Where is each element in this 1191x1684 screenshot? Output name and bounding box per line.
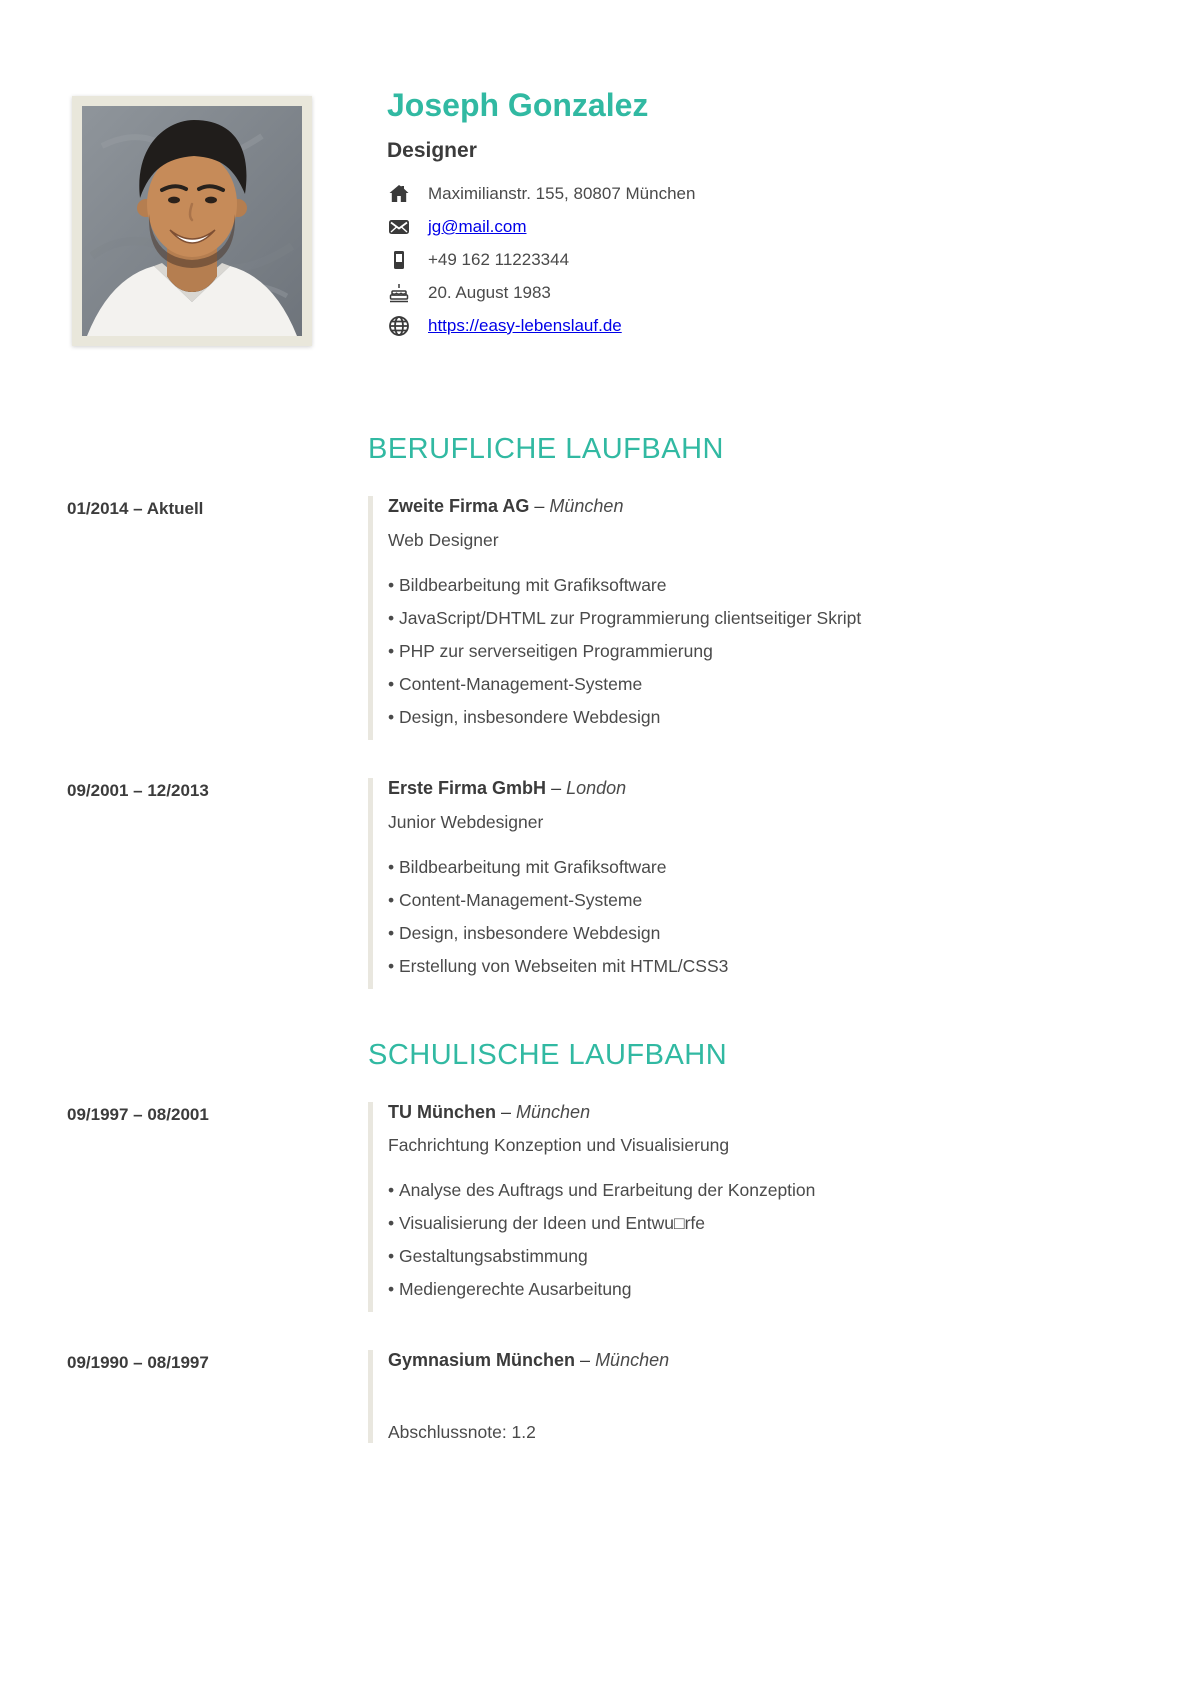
entry-subtitle: Fachrichtung Konzeption und Visualisierung [388,1135,730,1156]
home-icon [387,182,411,206]
entry-dash: – [501,1101,517,1122]
bullet-item: • Visualisierung der Ideen und Entwu□rfe [388,1213,1101,1234]
entry-subtitle: Web Designer [388,529,499,550]
bullet-item: • Erstellung von Webseiten mit HTML/CSS3 [388,956,1101,977]
section-title: BERUFLICHE LAUFBAHN [368,433,724,465]
entry-dash: – [551,777,567,798]
entry-period: 09/1990 – 08/1997 [67,1353,209,1373]
entry-title-line [388,1350,1101,1372]
entry-location: München [595,1350,670,1371]
contact-row [387,210,695,243]
bullet-item: • Gestaltungsabstimmung [388,1246,1101,1267]
contact-text: Maximilianstr. 155, 80807 München [428,183,696,203]
profile-photo-frame [72,96,312,346]
person-name: Joseph Gonzalez [387,87,649,123]
entry-row [0,496,1191,740]
bullet-item: • Bildbearbeitung mit Grafiksoftware [388,857,1101,878]
entry-organization: Zweite Firma AG [388,496,530,517]
entry-subtitle: Junior Webdesigner [388,811,544,832]
bullet-item: • Design, insbesondere Webdesign [388,707,1101,728]
contact-icon-slot [387,248,411,272]
birthday-icon [387,281,411,305]
entry-content [373,1350,1101,1443]
entry-organization: TU München [388,1101,496,1122]
entry-organization: Gymnasium München [388,1350,576,1371]
entry-location: München [549,496,624,517]
section-title: SCHULISCHE LAUFBAHN [368,1038,728,1071]
entry-bullet-list [388,857,1101,977]
contact-icon-slot [387,215,411,239]
entry-dash: – [580,1350,596,1371]
entry-content [373,496,1101,740]
contact-row [387,243,695,276]
contact-row [387,276,695,309]
profile-photo [82,106,302,336]
resume-section [0,1039,1191,1444]
entry-period: 09/1997 – 08/2001 [67,1104,209,1124]
section-entries [0,1102,1191,1443]
entry-note: Abschlussnote: 1.2 [388,1422,536,1443]
entry-dash: – [534,496,550,517]
entry-row [0,778,1191,989]
bullet-item: • Content-Management-Systeme [388,674,1101,695]
bullet-item: • Mediengerechte Ausarbeitung [388,1279,1101,1300]
contact-text: +49 162 11223344 [428,249,570,269]
entry-row [0,1102,1191,1313]
bullet-item: • Bildbearbeitung mit Grafiksoftware [388,575,1101,596]
resume-section [0,433,1191,989]
entry-content [373,778,1101,989]
contact-row [387,177,695,210]
entry-title-line [388,1102,1101,1124]
bullet-item: • JavaScript/DHTML zur Programmierung clientseitiger Skript [388,608,1101,629]
entry-bullet-list [388,575,1101,728]
contact-icon-slot [387,281,411,305]
section-entries [0,496,1191,988]
contact-link[interactable]: https://easy-lebenslauf.de [428,315,622,335]
contact-text: 20. August 1983 [428,282,551,302]
contact-list [387,177,695,342]
person-job-title: Designer [387,139,477,163]
entry-bullet-list [388,1180,1101,1300]
bullet-item: • Content-Management-Systeme [388,890,1101,911]
globe-icon [387,314,411,338]
bullet-item: • Analyse des Auftrags und Erarbeitung der Konzeption [388,1180,1101,1201]
entry-title-line [388,496,1101,518]
resume-body [0,433,1191,1481]
entry-title-line [388,778,1101,800]
header [387,88,695,342]
entry-content [373,1102,1101,1313]
entry-location: München [516,1101,591,1122]
bullet-item: • PHP zur serverseitigen Programmierung [388,641,1101,662]
contact-icon-slot [387,182,411,206]
bullet-item: • Design, insbesondere Webdesign [388,923,1101,944]
entry-period: 09/2001 – 12/2013 [67,780,209,800]
contact-icon-slot [387,314,411,338]
contact-row [387,309,695,342]
contact-link[interactable]: jg@mail.com [428,216,527,236]
entry-location: London [566,777,627,798]
entry-row [0,1350,1191,1443]
mobile-icon [387,248,411,272]
entry-organization: Erste Firma GmbH [388,777,547,798]
entry-period: 01/2014 – Aktuell [67,499,204,519]
email-icon [387,215,411,239]
